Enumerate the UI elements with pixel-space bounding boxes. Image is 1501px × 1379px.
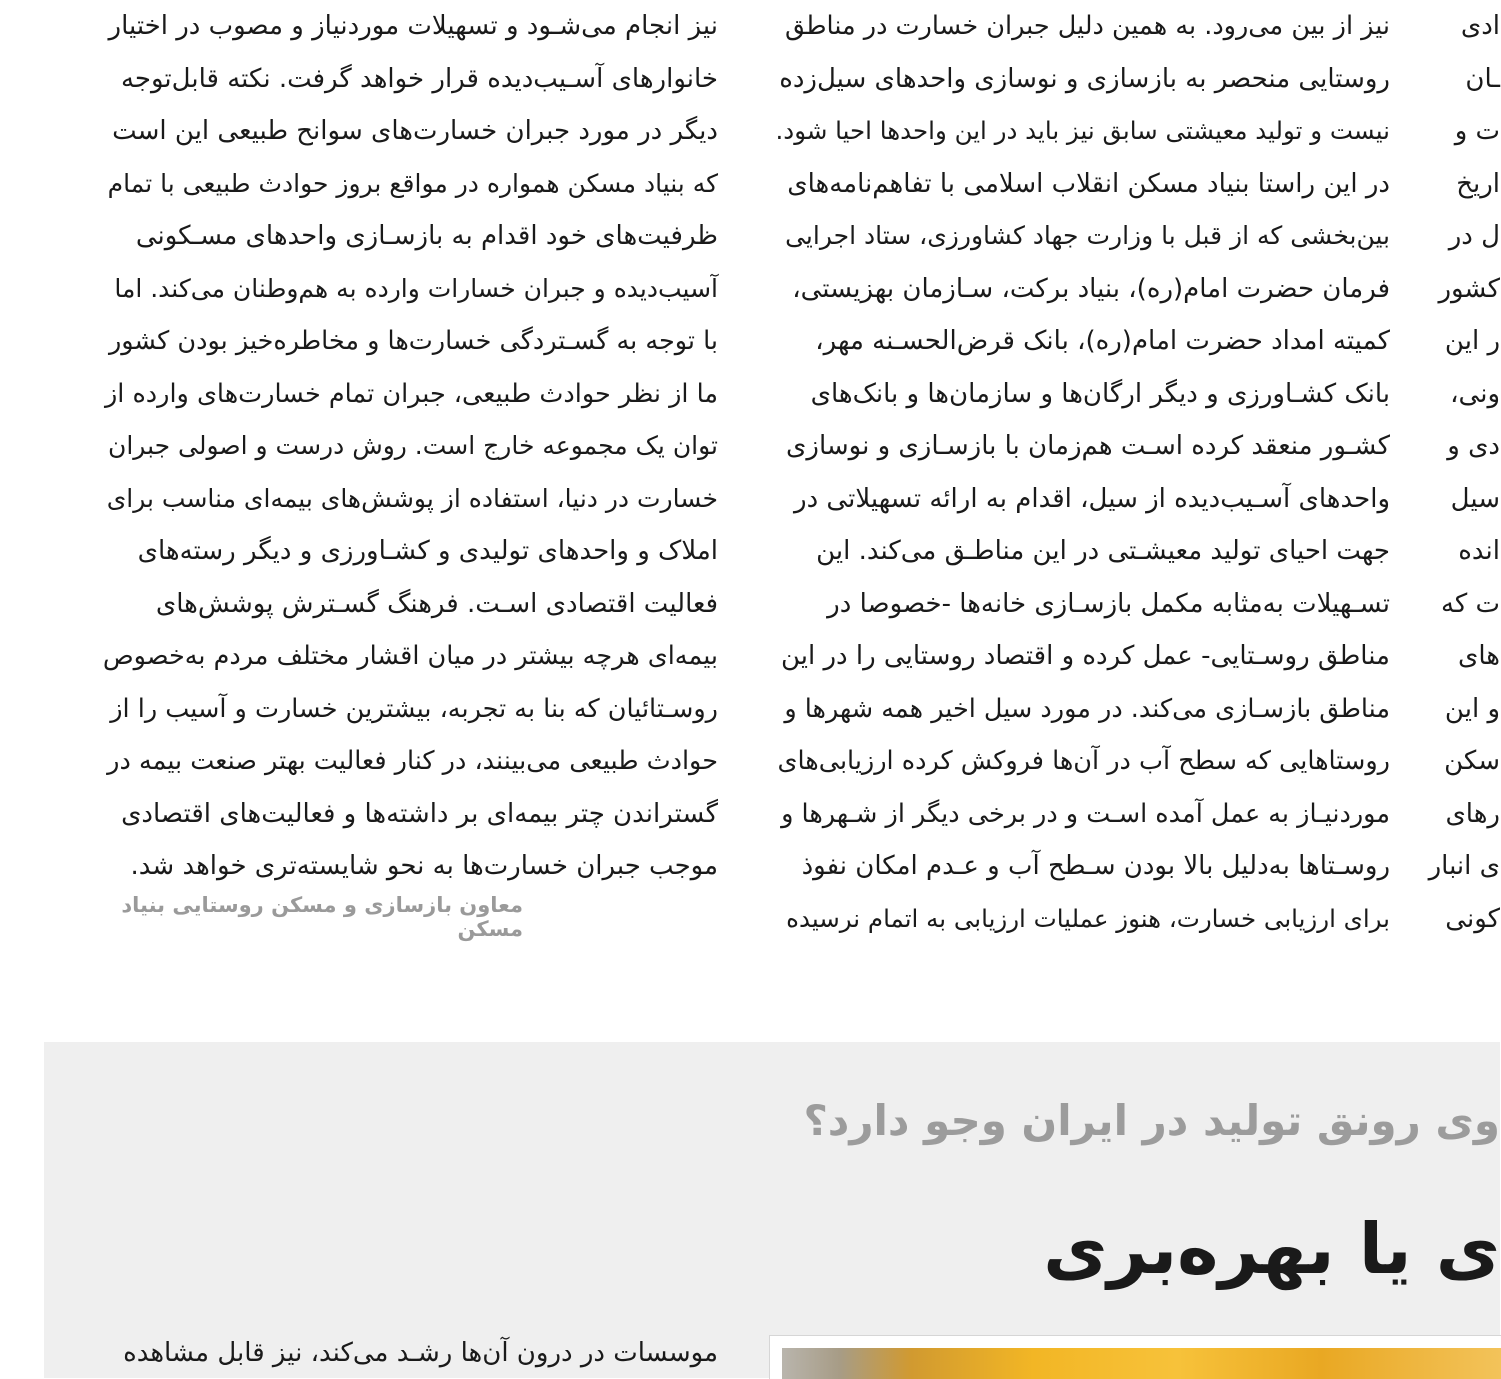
- article-line: با توجه به گسـتردگی خسارت‌ها و مخاطره‌خیز بودن کشور: [108, 326, 718, 356]
- article-line: سیل: [1450, 483, 1500, 514]
- article-line: خسارت در دنیا، استفاده از پوشش‌های بیمه‌ای مناسب برای: [106, 483, 718, 513]
- article-column-middle: [775, 0, 1390, 945]
- article-line: حوادث طبیعی می‌بینند، در کنار فعالیت بهتر صنعت بیمه در: [107, 746, 718, 776]
- article-line: که بنیاد مسکن همواره در مواقع بروز حوادث طبیعی با تمام: [107, 168, 718, 198]
- article-line: روسـتائیان که بنا به تجربه، بیشترین خسارت و آسیب را از: [110, 693, 718, 724]
- author-signature: معاون بازسازی و مسکن روستایی بنیاد مسکن: [121, 893, 523, 941]
- article-line: موردنیـاز به عمل آمده اسـت و در برخی دیگر از شـهرها و: [781, 798, 1390, 829]
- article-line: فعالیت اقتصادی اسـت. فرهنگ گسـترش پوشش‌های: [155, 588, 718, 619]
- article-line: ر این: [1444, 326, 1500, 356]
- article-line: مناطق بازسـازی می‌کند. در مورد سیل اخیر همه شهرها و: [784, 693, 1390, 724]
- banner-question-heading: وی رونق تولید در ایران وجو دارد؟: [803, 1096, 1500, 1145]
- article-line: های: [1458, 641, 1500, 671]
- article-line: سکن: [1444, 746, 1500, 776]
- article-column-left: [103, 0, 718, 893]
- article-line: ما از نظر حوادث طبیعی، جبران تمام خسارت‌های وارده از: [104, 378, 718, 409]
- article-line: تسـهیلات به‌مثابه مکمل بازسـازی خانه‌ها -خصوصا در: [827, 588, 1390, 619]
- article-line: روسـتاها به‌دلیل بالا بودن سـطح آب و عـدم امکان نفوذ: [801, 851, 1390, 881]
- article-line: بیمه‌ای هرچه بیشتر در میان اقشار مختلف مردم به‌خصوص: [102, 641, 718, 671]
- article-line: اریخ: [1456, 168, 1500, 199]
- article-line: موجب جبران خسارت‌ها به نحو شایسته‌تری خواهد شد.: [130, 851, 718, 881]
- article-line: ت و: [1454, 116, 1500, 146]
- article-line: ظرفیت‌های خود اقدام به بازسـازی واحدهای مسـکونی: [135, 221, 718, 251]
- article-line: ونی،: [1450, 378, 1500, 409]
- article-line: انده: [1458, 536, 1500, 566]
- article-line: ل در: [1448, 221, 1500, 251]
- article-line: ت که: [1440, 588, 1500, 619]
- article-line: جهت احیای تولید معیشـتی در این مناطـق می‌کند. این: [816, 536, 1390, 566]
- article-line: و این: [1444, 693, 1500, 724]
- article-line: ادی: [1460, 11, 1500, 41]
- article-line: توان یک مجموعه خارج است. روش درست و اصولی جبران: [108, 431, 718, 460]
- article-line: ـان: [1465, 63, 1500, 94]
- article-line: بین‌بخشی که از قبل با وزارت جهاد کشاورزی، ستاد اجرایی: [785, 221, 1390, 250]
- article-line: کمیته امداد حضرت امام(ره)، بانک قرض‌الحسـنه مهر،: [815, 326, 1390, 356]
- article-column-right-clipped: [1428, 0, 1500, 945]
- article-line: فرمان حضرت امام(ره)، بنیاد برکت، سـازمان بهزیستی،: [792, 273, 1390, 304]
- article-line: گستراندن چتر بیمه‌ای بر داشته‌ها و فعالیت‌های اقتصادی: [121, 798, 718, 829]
- article-photo: [769, 1335, 1501, 1379]
- article-line: بانک کشـاورزی و دیگر ارگان‌ها و سازمان‌ها و بانک‌های: [810, 378, 1390, 409]
- photo-image: [782, 1348, 1501, 1379]
- article-line: نیست و تولید معیشتی سابق نیز باید در این واحدها احیا شود.: [775, 116, 1390, 145]
- article-line: کشـور منعقد کرده اسـت هم‌زمان با بازسـازی و نوسازی: [786, 431, 1390, 461]
- article-line: نیز از بین می‌رود. به همین دلیل جبران خسارت در مناطق: [784, 11, 1390, 41]
- article-line: ی انبار: [1428, 851, 1500, 881]
- banner-title-heading: ی یا بهره‌بری: [1043, 1208, 1500, 1290]
- article-line: دیگر در مورد جبران خسارت‌های سوانح طبیعی این است: [112, 116, 718, 146]
- article-line: روستاهایی که سطح آب در آن‌ها فروکش کرده ارزیابی‌های: [777, 746, 1390, 776]
- article-line: روستایی منحصر به بازسازی و نوسازی واحدهای سیل‌زده: [779, 63, 1390, 94]
- article-line: کونی: [1445, 903, 1500, 934]
- article-line: رهای: [1445, 798, 1500, 829]
- article-line: کشور: [1438, 273, 1500, 304]
- article-line: املاک و واحدهای تولیدی و کشـاورزی و دیگر رسته‌های: [137, 536, 718, 566]
- article-line: واحدهای آسـیب‌دیده از سیل، اقدام به ارائه تسهیلاتی در: [794, 483, 1390, 514]
- next-article-intro: موسسات در درون آن‌ها رشـد می‌کند، نیز قابل مشاهده: [123, 1338, 718, 1368]
- article-line: مناطق روسـتایی- عمل کرده و اقتصاد روستایی را در این: [780, 641, 1390, 671]
- article-line: نیز انجام می‌شـود و تسهیلات موردنیاز و مصوب در اختیار: [108, 11, 718, 41]
- article-line: در این راستا بنیاد مسکن انقلاب اسلامی با تفاهم‌نامه‌های: [787, 168, 1390, 199]
- article-line: برای ارزیابی خسارت، هنوز عملیات ارزیابی به اتمام نرسیده: [786, 903, 1390, 933]
- article-line: دی و: [1447, 431, 1500, 461]
- article-line: آسیب‌دیده و جبران خسارات وارده به هم‌وطنان می‌کند. اما: [114, 273, 718, 303]
- article-line: خانوارهای آسـیب‌دیده قرار خواهد گرفت. نکته قابل‌توجه: [120, 63, 718, 94]
